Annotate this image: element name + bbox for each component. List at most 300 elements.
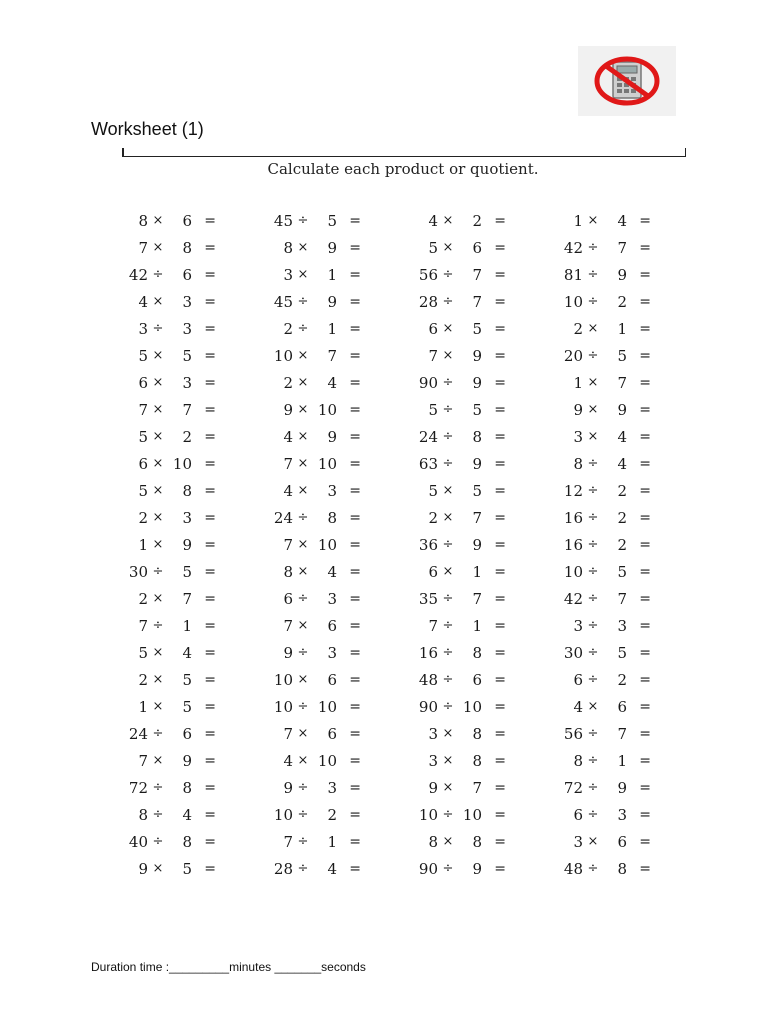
equals-sign: = (639, 266, 651, 283)
equals-sign: = (494, 239, 506, 256)
equals-sign: = (639, 320, 651, 337)
operand-b: 1 (617, 319, 627, 338)
operand-a: 72 (563, 778, 583, 797)
operand-b: 4 (617, 454, 627, 473)
math-problem (414, 774, 559, 801)
equals-sign: = (639, 806, 651, 823)
math-problem (124, 828, 269, 855)
operand-b: 6 (472, 238, 482, 257)
operator: ÷ (297, 213, 309, 228)
operand-a: 10 (273, 670, 293, 689)
equals-sign: = (639, 752, 651, 769)
operand-b: 9 (617, 778, 627, 797)
operator: ÷ (442, 294, 454, 309)
operand-a: 48 (563, 859, 583, 878)
operator: ÷ (297, 780, 309, 795)
operand-b: 8 (327, 508, 337, 527)
equals-sign: = (494, 752, 506, 769)
operand-b: 8 (182, 832, 192, 851)
operand-b: 7 (182, 400, 192, 419)
equals-sign: = (204, 860, 216, 877)
operand-b: 3 (327, 481, 337, 500)
equals-sign: = (639, 401, 651, 418)
operator: × (442, 726, 454, 741)
math-problem (559, 369, 704, 396)
operand-b: 5 (617, 562, 627, 581)
operand-b: 1 (327, 319, 337, 338)
operand-b: 10 (317, 535, 337, 554)
operand-a: 16 (563, 508, 583, 527)
operand-a: 24 (128, 724, 148, 743)
equals-sign: = (349, 563, 361, 580)
operator: ÷ (152, 321, 164, 336)
operand-a: 5 (138, 481, 148, 500)
equals-sign: = (639, 347, 651, 364)
math-problem (414, 801, 559, 828)
equals-sign: = (639, 644, 651, 661)
operand-a: 9 (283, 643, 293, 662)
operand-a: 7 (138, 400, 148, 419)
operator: × (297, 267, 309, 282)
operator: ÷ (442, 537, 454, 552)
math-problem (269, 234, 414, 261)
operand-b: 3 (327, 778, 337, 797)
math-problem (124, 666, 269, 693)
math-problem (559, 693, 704, 720)
math-problem (559, 666, 704, 693)
math-problem (559, 504, 704, 531)
math-problem (559, 288, 704, 315)
operand-b: 9 (327, 292, 337, 311)
math-problem (124, 639, 269, 666)
operand-a: 9 (283, 400, 293, 419)
math-problem (414, 828, 559, 855)
equals-sign: = (349, 509, 361, 526)
operator: ÷ (587, 807, 599, 822)
equals-sign: = (639, 509, 651, 526)
math-problem (414, 504, 559, 531)
operand-a: 6 (573, 805, 583, 824)
math-problem (124, 234, 269, 261)
equals-sign: = (349, 725, 361, 742)
operand-a: 9 (573, 400, 583, 419)
operator: × (442, 321, 454, 336)
operator: × (297, 456, 309, 471)
operand-a: 3 (573, 427, 583, 446)
operator: ÷ (587, 672, 599, 687)
math-problem (124, 612, 269, 639)
operand-b: 6 (182, 211, 192, 230)
equals-sign: = (494, 833, 506, 850)
operand-b: 7 (472, 265, 482, 284)
math-problem (414, 855, 559, 882)
operand-b: 8 (472, 832, 482, 851)
operator: × (297, 564, 309, 579)
operand-b: 5 (327, 211, 337, 230)
operator: ÷ (297, 591, 309, 606)
operand-b: 5 (617, 643, 627, 662)
operator: ÷ (587, 564, 599, 579)
equals-sign: = (639, 779, 651, 796)
operand-a: 10 (273, 697, 293, 716)
operand-b: 8 (617, 859, 627, 878)
operand-b: 7 (617, 724, 627, 743)
operand-b: 7 (472, 778, 482, 797)
math-problem (124, 531, 269, 558)
operator: × (442, 483, 454, 498)
math-problem (414, 450, 559, 477)
operand-b: 5 (472, 319, 482, 338)
operand-a: 10 (418, 805, 438, 824)
operand-b: 1 (182, 616, 192, 635)
equals-sign: = (494, 536, 506, 553)
operand-a: 9 (283, 778, 293, 797)
operand-a: 7 (283, 832, 293, 851)
operator: ÷ (442, 699, 454, 714)
math-problem (559, 531, 704, 558)
operand-b: 6 (617, 697, 627, 716)
operator: × (297, 726, 309, 741)
operand-a: 7 (138, 751, 148, 770)
equals-sign: = (494, 590, 506, 607)
equals-sign: = (639, 860, 651, 877)
operand-a: 90 (418, 859, 438, 878)
equals-sign: = (204, 266, 216, 283)
operand-b: 9 (472, 373, 482, 392)
operand-a: 7 (138, 616, 148, 635)
equals-sign: = (204, 617, 216, 634)
math-problem (559, 450, 704, 477)
operand-b: 6 (182, 724, 192, 743)
equals-sign: = (494, 320, 506, 337)
equals-sign: = (639, 590, 651, 607)
operand-b: 7 (617, 238, 627, 257)
operand-b: 7 (472, 292, 482, 311)
operator: ÷ (152, 267, 164, 282)
operator: ÷ (587, 780, 599, 795)
operand-a: 4 (283, 481, 293, 500)
operator: × (442, 348, 454, 363)
equals-sign: = (204, 509, 216, 526)
math-problem (124, 342, 269, 369)
math-problem (414, 747, 559, 774)
equals-sign: = (349, 860, 361, 877)
math-problem (269, 855, 414, 882)
operand-b: 8 (472, 643, 482, 662)
operand-a: 42 (563, 238, 583, 257)
operator: ÷ (152, 726, 164, 741)
operand-a: 3 (573, 832, 583, 851)
operand-b: 7 (327, 346, 337, 365)
operator: ÷ (442, 429, 454, 444)
operator: × (297, 672, 309, 687)
equals-sign: = (639, 293, 651, 310)
operand-a: 20 (563, 346, 583, 365)
equals-sign: = (639, 617, 651, 634)
math-problem (559, 720, 704, 747)
math-problem (269, 369, 414, 396)
operand-b: 10 (462, 697, 482, 716)
operand-b: 10 (462, 805, 482, 824)
equals-sign: = (349, 374, 361, 391)
operand-a: 6 (428, 562, 438, 581)
operand-a: 6 (138, 373, 148, 392)
equals-sign: = (494, 698, 506, 715)
operator: × (587, 699, 599, 714)
equals-sign: = (204, 320, 216, 337)
operand-a: 3 (428, 724, 438, 743)
equals-sign: = (494, 860, 506, 877)
operator: ÷ (442, 807, 454, 822)
operand-a: 30 (563, 643, 583, 662)
operand-b: 7 (182, 589, 192, 608)
operator: × (152, 429, 164, 444)
operand-b: 1 (617, 751, 627, 770)
equals-sign: = (639, 374, 651, 391)
operator: ÷ (442, 591, 454, 606)
equals-sign: = (204, 590, 216, 607)
worksheet-title: Worksheet (1) (91, 119, 204, 139)
equals-sign: = (204, 698, 216, 715)
math-problem (559, 423, 704, 450)
operand-b: 1 (327, 832, 337, 851)
math-problem (124, 477, 269, 504)
operand-b: 9 (472, 346, 482, 365)
operand-a: 10 (273, 346, 293, 365)
math-problem (559, 234, 704, 261)
equals-sign: = (494, 725, 506, 742)
operand-a: 2 (138, 508, 148, 527)
math-problem (269, 396, 414, 423)
instruction-text: Calculate each product or quotient. (267, 160, 539, 178)
math-problem (269, 531, 414, 558)
operator: ÷ (297, 807, 309, 822)
math-problem (414, 531, 559, 558)
equals-sign: = (494, 482, 506, 499)
operand-b: 9 (617, 265, 627, 284)
equals-sign: = (494, 428, 506, 445)
math-problem (269, 423, 414, 450)
operator: ÷ (297, 510, 309, 525)
equals-sign: = (349, 212, 361, 229)
operand-a: 1 (573, 211, 583, 230)
operator: ÷ (442, 267, 454, 282)
operand-a: 6 (283, 589, 293, 608)
operand-a: 3 (428, 751, 438, 770)
math-problem (414, 558, 559, 585)
math-problem (124, 504, 269, 531)
operator: × (152, 402, 164, 417)
operand-b: 10 (317, 454, 337, 473)
equals-sign: = (494, 563, 506, 580)
equals-sign: = (494, 401, 506, 418)
operator: × (587, 375, 599, 390)
equals-sign: = (204, 833, 216, 850)
operand-a: 2 (138, 589, 148, 608)
operand-b: 9 (472, 454, 482, 473)
duration-line: Duration time :_________minutes _______seconds (91, 960, 366, 974)
operator: × (442, 564, 454, 579)
operator: ÷ (442, 402, 454, 417)
equals-sign: = (349, 617, 361, 634)
operand-a: 81 (563, 265, 583, 284)
math-problem (414, 720, 559, 747)
equals-sign: = (204, 779, 216, 796)
operator: × (152, 753, 164, 768)
math-problem (414, 315, 559, 342)
operand-a: 48 (418, 670, 438, 689)
math-problem (269, 477, 414, 504)
equals-sign: = (639, 428, 651, 445)
math-problem (269, 342, 414, 369)
operand-a: 4 (138, 292, 148, 311)
equals-sign: = (204, 671, 216, 688)
equals-sign: = (204, 725, 216, 742)
operand-a: 24 (418, 427, 438, 446)
math-problem (559, 747, 704, 774)
operand-a: 8 (283, 238, 293, 257)
operand-a: 7 (283, 724, 293, 743)
operator: ÷ (587, 645, 599, 660)
math-problem (124, 450, 269, 477)
math-problem (124, 396, 269, 423)
operand-b: 6 (617, 832, 627, 851)
operator: × (587, 321, 599, 336)
operator: ÷ (442, 375, 454, 390)
equals-sign: = (639, 482, 651, 499)
math-problem (414, 234, 559, 261)
operand-b: 3 (617, 805, 627, 824)
operator: ÷ (587, 483, 599, 498)
operand-a: 1 (138, 535, 148, 554)
operator: × (297, 348, 309, 363)
math-problem (124, 423, 269, 450)
operator: × (297, 402, 309, 417)
math-problem (124, 315, 269, 342)
operand-a: 16 (418, 643, 438, 662)
operand-b: 5 (617, 346, 627, 365)
operator: × (152, 456, 164, 471)
operand-a: 42 (128, 265, 148, 284)
math-problem (414, 693, 559, 720)
operand-a: 28 (418, 292, 438, 311)
operand-b: 5 (472, 400, 482, 419)
operand-b: 9 (182, 751, 192, 770)
math-problem (414, 207, 559, 234)
operand-a: 8 (283, 562, 293, 581)
equals-sign: = (349, 239, 361, 256)
equals-sign: = (349, 671, 361, 688)
math-problem (269, 261, 414, 288)
operator: ÷ (152, 834, 164, 849)
operand-a: 7 (428, 346, 438, 365)
operand-b: 4 (327, 373, 337, 392)
operand-a: 5 (428, 481, 438, 500)
header-rule (122, 146, 686, 157)
operator: ÷ (587, 726, 599, 741)
math-problem (559, 774, 704, 801)
equals-sign: = (639, 212, 651, 229)
operand-a: 36 (418, 535, 438, 554)
operand-b: 9 (472, 535, 482, 554)
equals-sign: = (494, 671, 506, 688)
math-problem (414, 261, 559, 288)
operand-b: 2 (327, 805, 337, 824)
operand-b: 2 (182, 427, 192, 446)
equals-sign: = (349, 644, 361, 661)
operand-a: 16 (563, 535, 583, 554)
operator: × (297, 483, 309, 498)
operand-a: 42 (563, 589, 583, 608)
equals-sign: = (349, 536, 361, 553)
operand-b: 5 (182, 670, 192, 689)
equals-sign: = (494, 374, 506, 391)
math-problem (269, 558, 414, 585)
operator: × (152, 672, 164, 687)
equals-sign: = (494, 806, 506, 823)
math-problem (414, 477, 559, 504)
operator: ÷ (587, 240, 599, 255)
operator: × (297, 240, 309, 255)
operator: × (297, 429, 309, 444)
operand-b: 6 (327, 724, 337, 743)
operand-a: 1 (573, 373, 583, 392)
operand-b: 6 (182, 265, 192, 284)
operator: ÷ (587, 510, 599, 525)
operand-b: 2 (617, 481, 627, 500)
operand-a: 5 (428, 400, 438, 419)
equals-sign: = (204, 428, 216, 445)
operand-b: 2 (617, 508, 627, 527)
operand-a: 10 (563, 292, 583, 311)
operand-b: 7 (617, 373, 627, 392)
equals-sign: = (204, 374, 216, 391)
operand-a: 7 (283, 454, 293, 473)
operator: ÷ (587, 267, 599, 282)
operand-b: 9 (327, 238, 337, 257)
math-problem (269, 693, 414, 720)
operand-a: 3 (573, 616, 583, 635)
operator: × (152, 348, 164, 363)
operator: × (152, 699, 164, 714)
math-problem (559, 261, 704, 288)
operand-b: 3 (327, 589, 337, 608)
operand-a: 6 (573, 670, 583, 689)
operand-b: 5 (182, 562, 192, 581)
operator: × (442, 510, 454, 525)
equals-sign: = (204, 239, 216, 256)
equals-sign: = (494, 347, 506, 364)
math-problem (414, 423, 559, 450)
operator: × (152, 213, 164, 228)
math-problem (124, 720, 269, 747)
equals-sign: = (349, 806, 361, 823)
operator: ÷ (587, 348, 599, 363)
operand-b: 4 (182, 643, 192, 662)
math-problem (124, 693, 269, 720)
operand-b: 7 (472, 589, 482, 608)
equals-sign: = (204, 293, 216, 310)
equals-sign: = (204, 806, 216, 823)
operator: × (152, 510, 164, 525)
operand-b: 6 (327, 616, 337, 635)
operand-a: 7 (428, 616, 438, 635)
operator: ÷ (152, 564, 164, 579)
operand-b: 1 (472, 616, 482, 635)
math-problem (559, 558, 704, 585)
math-problem (559, 612, 704, 639)
equals-sign: = (349, 428, 361, 445)
